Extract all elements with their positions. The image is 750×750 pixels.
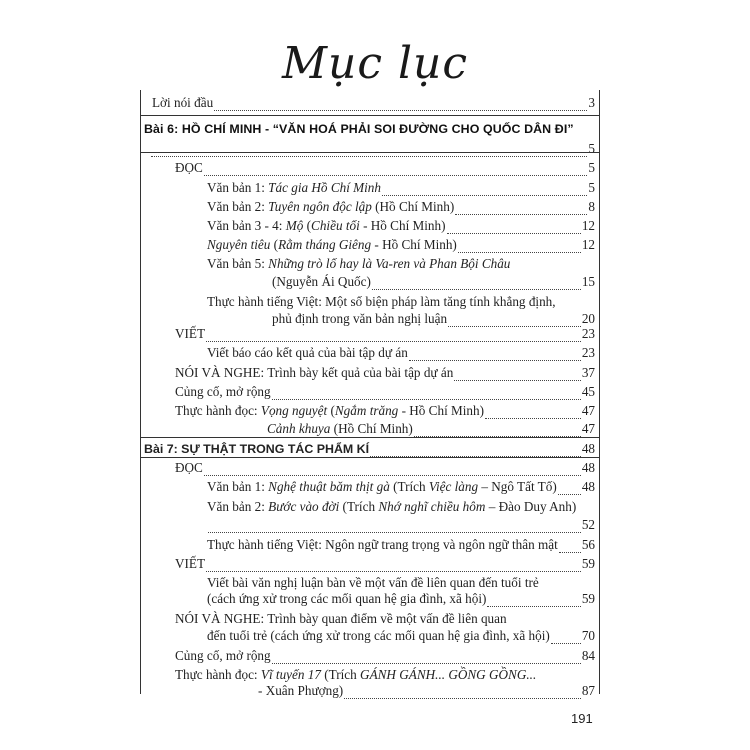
toc-entry-viet-item-7 <box>207 591 595 607</box>
leader-dots <box>372 278 581 290</box>
toc-entry-thtv <box>272 311 595 327</box>
toc-entry-chapter-6 <box>150 141 595 157</box>
toc-entry-label: VIẾT <box>175 326 206 341</box>
toc-entry-thtv-line1: Thực hành tiếng Việt: Một số biện pháp làm tăng tính khẳng định, <box>207 294 556 309</box>
toc-entry-label: ĐỌC <box>175 460 203 475</box>
toc-page-number: 48 <box>581 479 595 494</box>
divider <box>140 115 600 116</box>
toc-page-number: 59 <box>581 556 595 571</box>
toc-entry-label: Văn bản 1: Tác gia Hồ Chí Minh <box>207 180 381 195</box>
leader-dots <box>206 330 581 342</box>
toc-entry-noi-nghe-7 <box>207 628 595 644</box>
leader-dots <box>409 349 581 361</box>
toc-page-number: 47 <box>581 403 595 418</box>
toc-page-number: 12 <box>581 218 595 233</box>
leader-dots <box>382 184 587 196</box>
toc-page-number: 23 <box>581 345 595 360</box>
toc-entry-label: Củng cố, mở rộng <box>175 384 271 399</box>
toc-page-number: 87 <box>581 683 595 698</box>
toc-entry-label: Viết báo cáo kết quả của bài tập dự án <box>207 345 408 360</box>
toc-entry-noi-nghe <box>175 365 595 381</box>
toc-entry-label: (cách ứng xử trong các mối quan hệ gia đình, xã hội) <box>207 591 487 606</box>
leader-dots <box>551 632 581 644</box>
toc-entry-thd-7 <box>258 683 595 699</box>
toc-page-number: 70 <box>581 628 595 643</box>
toc-entry-vb5-line1: Văn bản 5: Những trò lố hay là Va-ren và Phan Bội Châu <box>207 256 511 271</box>
toc-entry-doc-7 <box>175 460 595 476</box>
leader-dots <box>208 521 581 533</box>
toc-entry-label: đến tuổi trẻ (cách ứng xử trong các mối quan hệ gia đình, xã hội) <box>207 628 550 643</box>
toc-entry-noi-nghe-7-line1: NÓI VÀ NGHE: Trình bày quan điểm về một vấn đề liên quan <box>175 611 507 626</box>
leader-dots <box>454 369 581 381</box>
toc-entry-vb2-7-line1: Văn bản 2: Bước vào đời (Trích Nhớ nghĩ chiều hôm – Đào Duy Anh) <box>207 499 577 514</box>
toc-entry-label: Thực hành tiếng Việt: Ngôn ngữ trang trọng và ngôn ngữ thân mật <box>207 537 558 552</box>
toc-entry-vb1 <box>207 180 595 196</box>
toc-entry-label: Cảnh khuya (Hồ Chí Minh) <box>267 421 413 436</box>
toc-page-number: 52 <box>581 517 595 532</box>
toc-page-number: 59 <box>581 591 595 606</box>
leader-dots <box>272 388 581 400</box>
toc-entry-chapter-7 <box>144 441 595 457</box>
toc-entry-label: Thực hành đọc: Vọng nguyệt (Ngắm trăng - Hồ Chí Minh) <box>175 403 484 418</box>
toc-page-number: 12 <box>581 237 595 252</box>
toc-entry-nguyen-tieu <box>207 237 595 253</box>
toc-entry-label: Văn bản 1: Nghệ thuật băm thịt gà (Trích Việc làng – Ngô Tất Tố) <box>207 479 557 494</box>
divider <box>140 152 600 153</box>
toc-entry-canh-khuya <box>267 421 595 437</box>
toc-page-number: 48 <box>581 441 595 456</box>
toc-entry-label: NÓI VÀ NGHE: Trình bày kết quả của bài tập dự án <box>175 365 454 380</box>
toc-entry-doc <box>175 160 595 176</box>
toc-page-number: 3 <box>588 95 595 110</box>
toc-entry-label: Củng cố, mở rộng <box>175 648 271 663</box>
leader-dots <box>214 99 587 111</box>
toc-page-number: 56 <box>581 537 595 552</box>
leader-dots <box>559 541 581 553</box>
toc-entry-vb2 <box>207 199 595 215</box>
toc-page-number: 47 <box>581 421 595 436</box>
toc-page-number: 84 <box>581 648 595 663</box>
toc-entry-label: ĐỌC <box>175 160 203 175</box>
toc-entry-viet-7 <box>175 556 595 572</box>
toc-entry-vb5 <box>272 274 595 290</box>
toc-page-number: 5 <box>588 160 595 175</box>
toc-entry-label: Văn bản 2: Tuyên ngôn độc lập (Hồ Chí Minh) <box>207 199 455 214</box>
toc-entry-label: phủ định trong văn bản nghị luận <box>272 311 448 326</box>
leader-dots <box>447 222 581 234</box>
leader-dots <box>458 241 581 253</box>
leader-dots <box>344 687 581 699</box>
leader-dots <box>204 464 581 476</box>
page-number: 191 <box>571 711 593 726</box>
toc-entry-cung-co-7 <box>175 648 595 664</box>
toc-page-number: 8 <box>588 199 595 214</box>
leader-dots <box>370 445 581 457</box>
toc-entry-label: (Nguyễn Ái Quốc) <box>272 274 371 289</box>
leader-dots <box>485 407 581 419</box>
leader-dots <box>272 652 581 664</box>
toc-page-number: 48 <box>581 460 595 475</box>
leader-dots <box>558 483 581 495</box>
toc-page-number: 23 <box>581 326 595 341</box>
toc-page-number: 37 <box>581 365 595 380</box>
toc-page-number: 5 <box>588 141 595 156</box>
toc-page-number: 5 <box>588 180 595 195</box>
toc-page-number: 20 <box>581 311 595 326</box>
toc-entry-cung-co <box>175 384 595 400</box>
toc-entry-preface <box>152 95 595 111</box>
leader-dots <box>204 164 588 176</box>
toc-page-number: 45 <box>581 384 595 399</box>
divider <box>140 437 600 438</box>
toc-entry-vb2-7 <box>207 517 595 533</box>
page-title: Mục lục <box>281 38 469 89</box>
leader-dots <box>414 425 581 437</box>
chapter-6-heading: Bài 6: HỒ CHÍ MINH - “VĂN HOÁ PHẢI SOI ĐƯỜNG CHO QUỐC DÂN ĐI” <box>144 122 574 136</box>
leader-dots <box>206 560 581 572</box>
toc-entry-label: - Xuân Phượng) <box>258 683 344 698</box>
leader-dots <box>487 595 580 607</box>
toc-entry-viet <box>175 326 595 342</box>
toc-entry-thd-7-line1: Thực hành đọc: Vĩ tuyến 17 (Trích GÁNH GÁNH... GỒNG GỒNG... <box>175 667 537 682</box>
leader-dots <box>151 145 587 157</box>
toc-entry-thd <box>175 403 595 419</box>
toc-entry-label: Văn bản 3 - 4: Mộ (Chiều tối - Hồ Chí Minh) <box>207 218 446 233</box>
toc-entry-thtv-7 <box>207 537 595 553</box>
toc-entry-viet-item <box>207 345 595 361</box>
toc-entry-label: Nguyên tiêu (Rằm tháng Giêng - Hồ Chí Minh) <box>207 237 457 252</box>
toc-entry-viet-item-7-line1: Viết bài văn nghị luận bàn về một vấn đề liên quan đến tuổi trẻ <box>207 575 539 590</box>
divider <box>140 457 600 458</box>
toc-entry-vb34 <box>207 218 595 234</box>
toc-page-number: 15 <box>581 274 595 289</box>
chapter-7-heading: Bài 7: SỰ THẬT TRONG TÁC PHẨM KÍ <box>144 442 370 456</box>
leader-dots <box>455 203 587 215</box>
toc-entry-label: VIẾT <box>175 556 206 571</box>
toc-entry-vb1-7 <box>207 479 595 495</box>
toc-entry-label: Lời nói đầu <box>152 95 214 110</box>
